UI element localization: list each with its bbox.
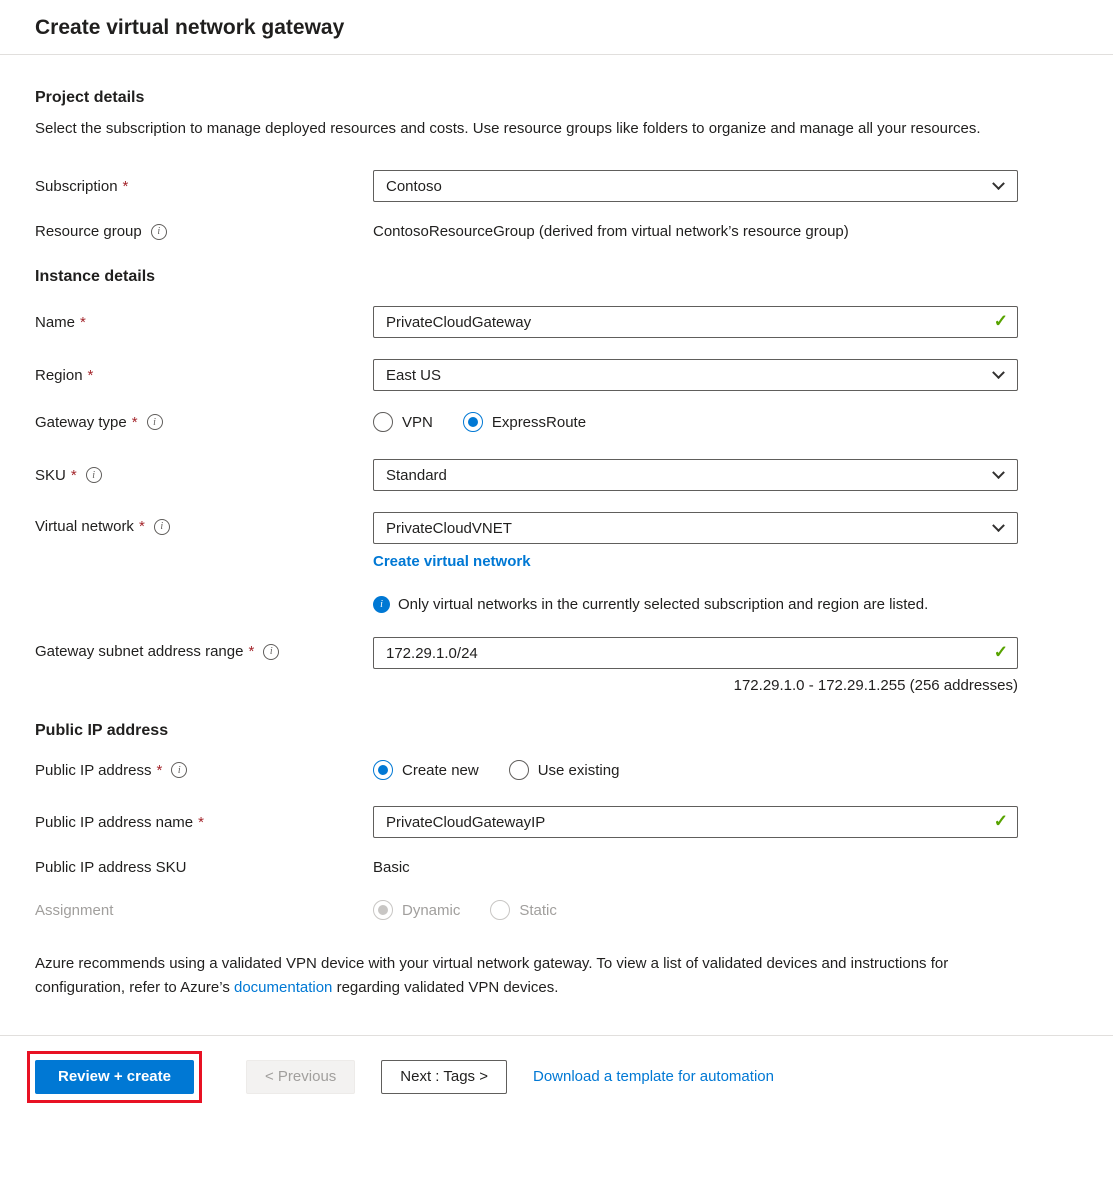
virtual-network-label: Virtual network bbox=[35, 518, 134, 536]
info-icon[interactable]: i bbox=[147, 414, 163, 430]
section-heading-public-ip: Public IP address bbox=[35, 722, 169, 740]
virtual-network-row bbox=[35, 512, 1018, 637]
documentation-link[interactable]: documentation bbox=[234, 978, 333, 996]
resource-group-row bbox=[35, 223, 1018, 240]
assignment-row bbox=[35, 900, 1018, 920]
radio-disabled-selected-icon bbox=[373, 900, 393, 920]
assignment-option-static bbox=[490, 900, 557, 920]
sku-row bbox=[35, 459, 1018, 491]
radio-selected-icon bbox=[463, 412, 483, 432]
public-ip-option-create-new[interactable] bbox=[373, 760, 479, 780]
gateway-type-radio-group bbox=[373, 412, 1018, 432]
public-ip-option-use-existing[interactable] bbox=[509, 760, 620, 780]
gateway-type-label: Gateway type bbox=[35, 413, 127, 431]
gateway-type-expressroute-label: ExpressRoute bbox=[491, 413, 587, 431]
public-ip-radio-group bbox=[373, 760, 1018, 780]
gateway-type-option-vpn[interactable] bbox=[373, 412, 433, 432]
action-bar bbox=[0, 1035, 1113, 1114]
public-ip-name-row bbox=[35, 806, 1018, 838]
valid-checkmark-icon: ✓ bbox=[993, 811, 1008, 831]
required-asterisk: * bbox=[87, 366, 94, 384]
radio-unselected-icon bbox=[509, 760, 529, 780]
required-asterisk: * bbox=[131, 413, 138, 431]
next-tags-button[interactable]: Next : Tags > bbox=[381, 1060, 507, 1094]
recommendation-text-before: Azure recommends using a validated VPN device with your virtual network gateway. To view a list of validated devices and instructions for configuration, refer to Azure’s bbox=[35, 955, 949, 996]
sku-dropdown[interactable] bbox=[373, 459, 1018, 491]
region-value: East US bbox=[386, 366, 442, 384]
gateway-type-option-expressroute[interactable] bbox=[463, 412, 586, 432]
chevron-down-icon bbox=[992, 466, 1005, 479]
public-ip-name-label: Public IP address name bbox=[35, 813, 194, 831]
gateway-type-vpn-label: VPN bbox=[402, 413, 433, 431]
assignment-dynamic-label: Dynamic bbox=[402, 901, 461, 919]
info-icon[interactable]: i bbox=[263, 644, 279, 660]
assignment-static-label: Static bbox=[519, 901, 557, 919]
recommendation-text-after: regarding validated VPN devices. bbox=[332, 978, 559, 996]
name-input[interactable] bbox=[373, 306, 1018, 338]
public-ip-use-existing-label: Use existing bbox=[537, 761, 620, 779]
required-asterisk: * bbox=[80, 313, 86, 331]
radio-selected-icon bbox=[373, 760, 393, 780]
sku-label: SKU bbox=[35, 466, 66, 484]
info-icon[interactable]: i bbox=[154, 519, 170, 535]
public-ip-sku-value: Basic bbox=[373, 859, 410, 877]
public-ip-sku-row bbox=[35, 859, 1018, 876]
chevron-down-icon bbox=[992, 519, 1005, 532]
required-asterisk: * bbox=[70, 466, 77, 484]
gateway-subnet-input[interactable] bbox=[373, 637, 1018, 669]
create-virtual-network-link[interactable]: Create virtual network bbox=[373, 553, 531, 571]
public-ip-create-new-label: Create new bbox=[402, 761, 479, 779]
virtual-network-value: PrivateCloudVNET bbox=[386, 519, 512, 537]
sku-value: Standard bbox=[386, 466, 447, 484]
previous-button[interactable]: < Previous bbox=[246, 1060, 355, 1094]
region-dropdown[interactable] bbox=[373, 359, 1018, 391]
subscription-row bbox=[35, 170, 1018, 202]
public-ip-sku-label: Public IP address SKU bbox=[35, 859, 187, 877]
valid-checkmark-icon: ✓ bbox=[993, 642, 1008, 662]
assignment-label: Assignment bbox=[35, 901, 114, 919]
page-header bbox=[0, 0, 1113, 55]
required-asterisk: * bbox=[122, 177, 129, 195]
region-label: Region bbox=[35, 366, 83, 384]
form-body bbox=[0, 89, 1113, 999]
chevron-down-icon bbox=[992, 177, 1005, 190]
virtual-network-info-note bbox=[373, 596, 1018, 613]
required-asterisk: * bbox=[138, 518, 145, 536]
resource-group-value: ContosoResourceGroup (derived from virtual network’s resource group) bbox=[373, 223, 849, 241]
required-asterisk: * bbox=[156, 761, 163, 779]
public-ip-address-row bbox=[35, 760, 1018, 780]
chevron-down-icon bbox=[992, 366, 1005, 379]
page-title: Create virtual network gateway bbox=[35, 16, 345, 39]
info-icon[interactable]: i bbox=[151, 224, 167, 240]
required-asterisk: * bbox=[198, 813, 204, 831]
project-details-description: Select the subscription to manage deployed resources and costs. Use resource groups like folders to organize and manage all your resources. bbox=[35, 120, 981, 137]
info-icon[interactable]: i bbox=[171, 762, 187, 778]
resource-group-label: Resource group bbox=[35, 223, 142, 241]
required-asterisk: * bbox=[248, 643, 255, 661]
gateway-type-row bbox=[35, 412, 1018, 432]
gateway-subnet-helper-text: 172.29.1.0 - 172.29.1.255 (256 addresses) bbox=[733, 677, 1018, 695]
region-row bbox=[35, 359, 1018, 391]
public-ip-name-input[interactable] bbox=[373, 806, 1018, 838]
gateway-subnet-row bbox=[35, 637, 1018, 694]
info-icon[interactable]: i bbox=[86, 467, 102, 483]
name-row bbox=[35, 306, 1018, 338]
radio-unselected-icon bbox=[373, 412, 393, 432]
gateway-subnet-label: Gateway subnet address range bbox=[35, 643, 244, 661]
info-filled-icon: i bbox=[373, 596, 390, 613]
name-label: Name bbox=[35, 313, 76, 331]
section-heading-instance-details: Instance details bbox=[35, 268, 156, 286]
valid-checkmark-icon: ✓ bbox=[993, 311, 1008, 331]
vpn-device-recommendation bbox=[35, 952, 1018, 999]
assignment-option-dynamic bbox=[373, 900, 460, 920]
subscription-value: Contoso bbox=[386, 177, 442, 195]
public-ip-address-label: Public IP address bbox=[35, 761, 152, 779]
radio-disabled-unselected-icon bbox=[490, 900, 510, 920]
virtual-network-info-text: Only virtual networks in the currently selected subscription and region are listed. bbox=[398, 596, 929, 614]
section-heading-project-details: Project details bbox=[35, 89, 145, 106]
review-create-button[interactable]: Review + create bbox=[35, 1060, 194, 1094]
download-template-link[interactable]: Download a template for automation bbox=[532, 1068, 774, 1086]
review-create-highlight-wrap bbox=[35, 1060, 194, 1094]
subscription-label: Subscription bbox=[35, 177, 118, 195]
subscription-dropdown[interactable] bbox=[373, 170, 1018, 202]
virtual-network-dropdown[interactable] bbox=[373, 512, 1018, 544]
assignment-radio-group bbox=[373, 900, 1018, 920]
